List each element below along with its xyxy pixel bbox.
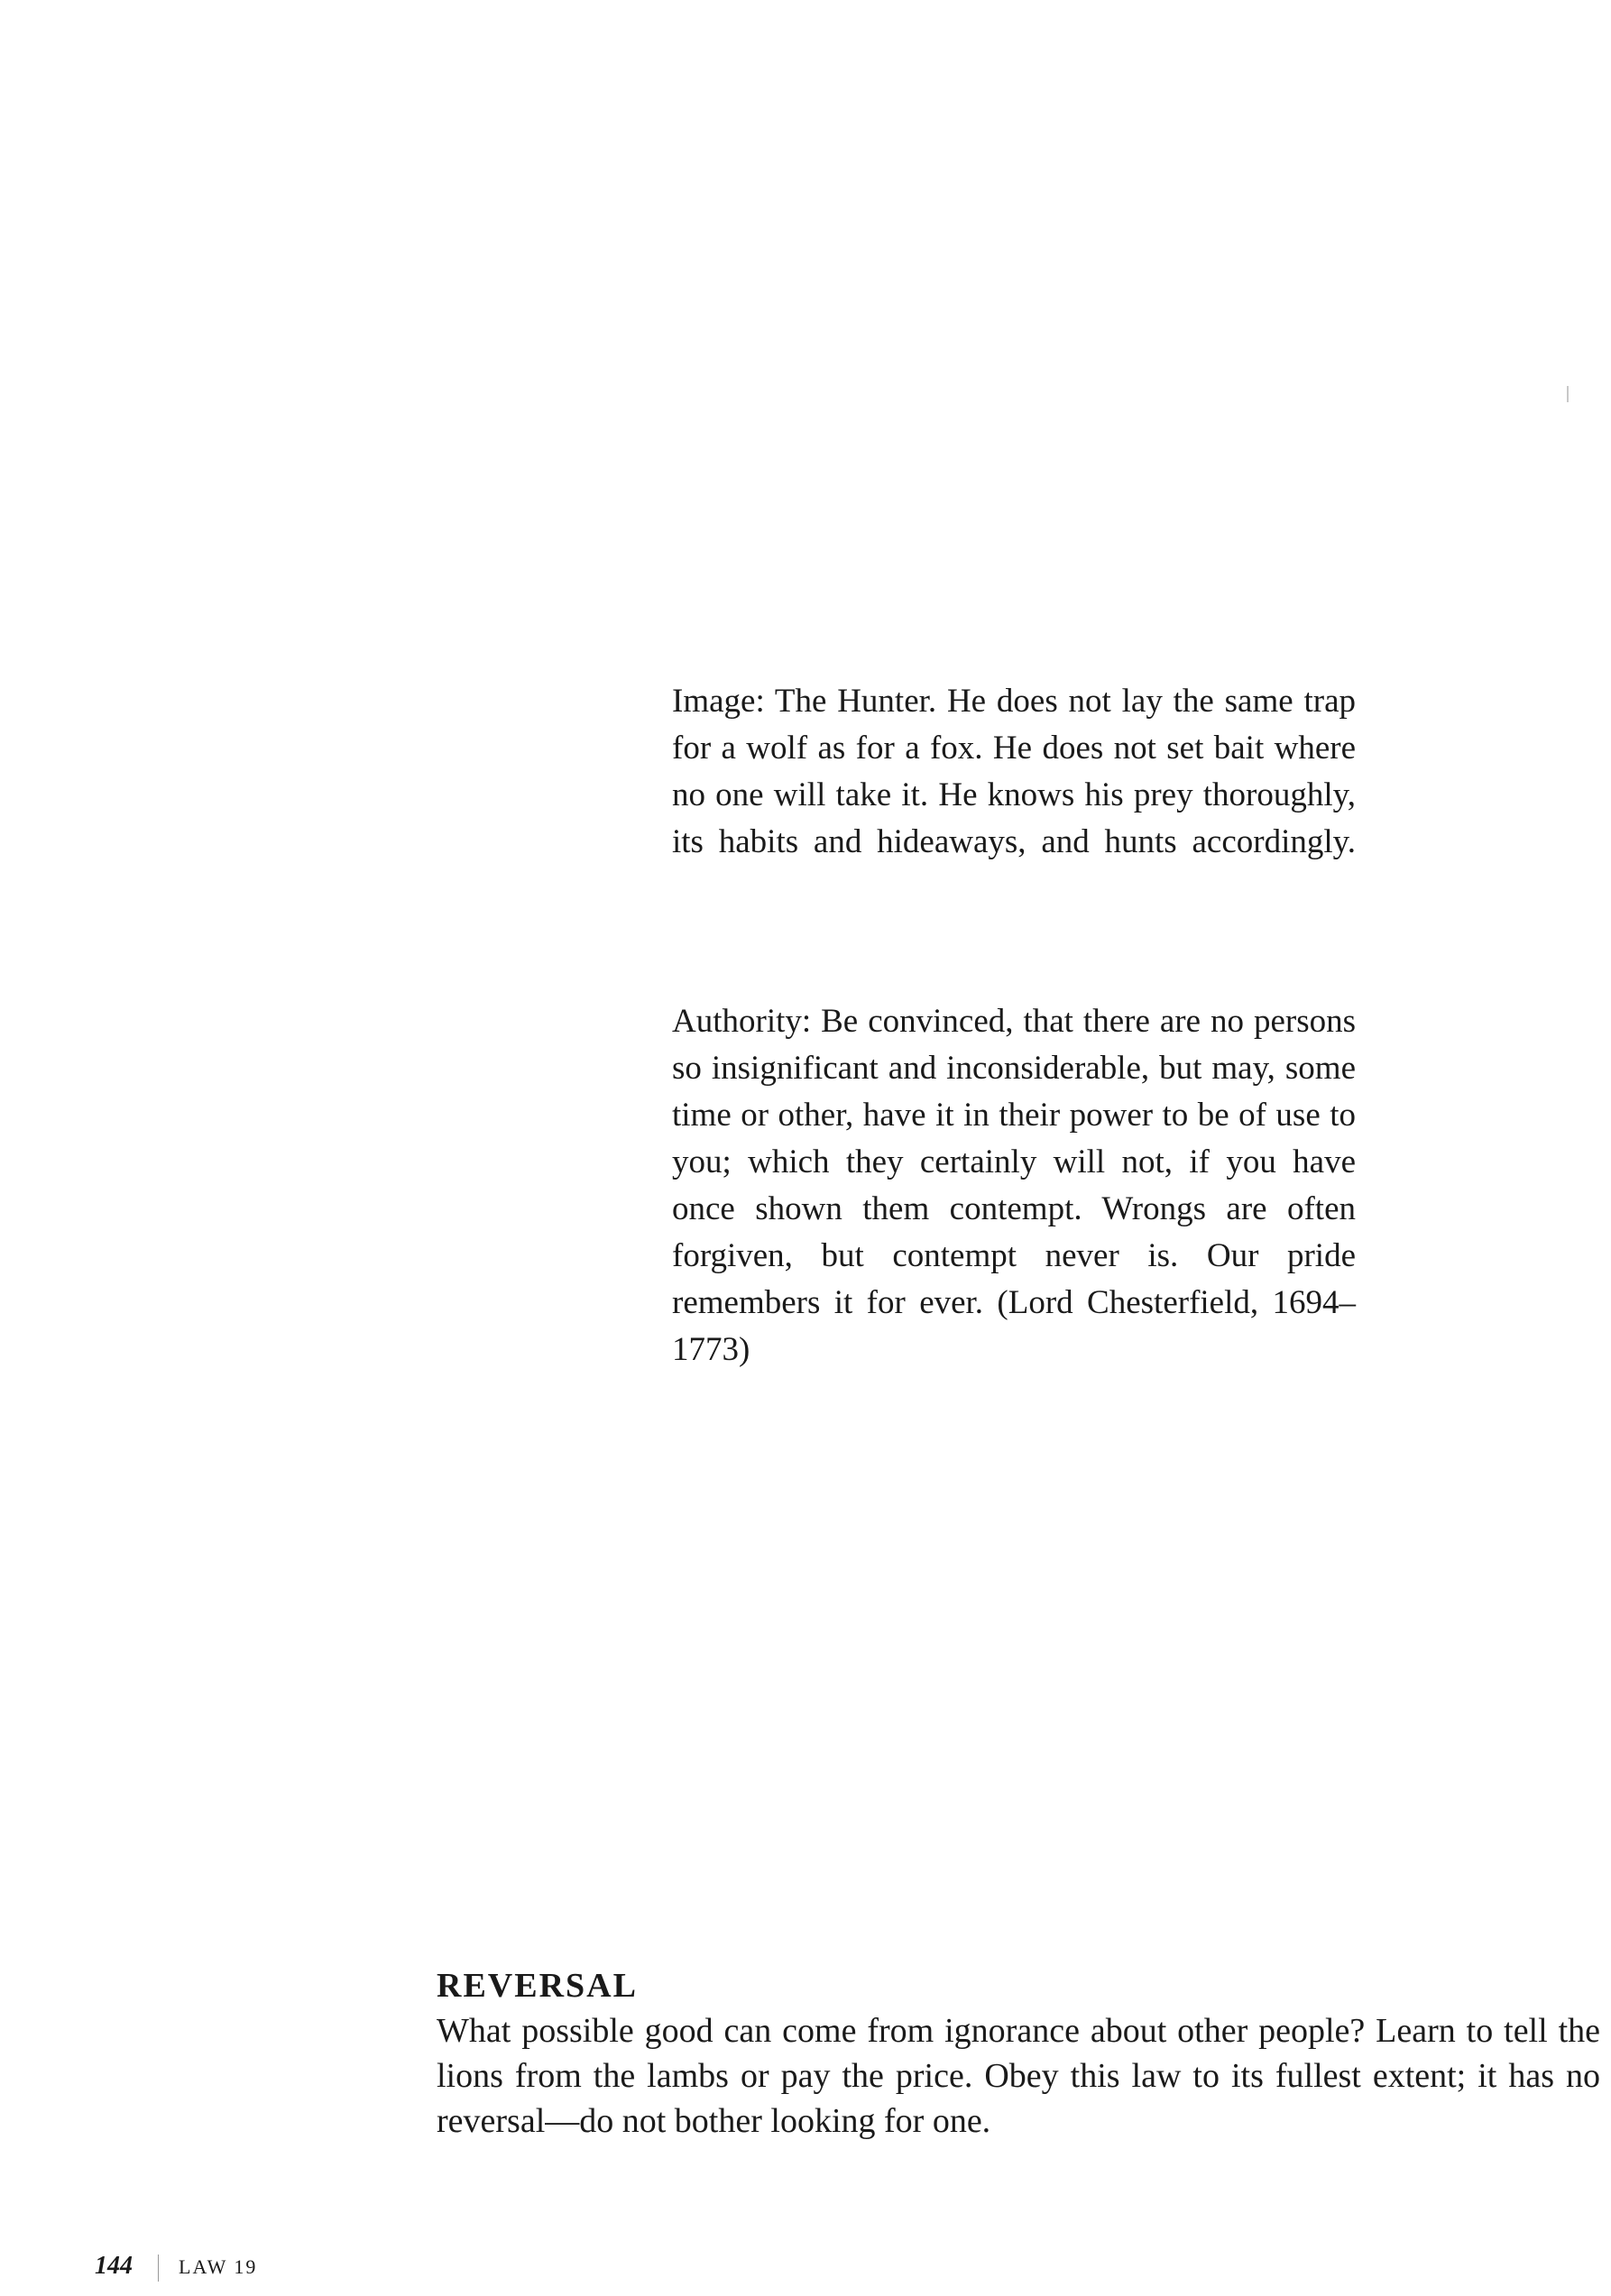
image-sidebar-paragraph: Image: The Hunter. He does not lay the same trap for a wolf as for a fox. He does not set bait where no one will take it. He knows his prey thoroughly, its habits and hideaways, and hunts accordingly. — [672, 683, 1356, 860]
chapter-label: LAW 19 — [179, 2255, 258, 2278]
footer-divider — [158, 2255, 159, 2282]
reversal-body: What possible good can come from ignorance about other people? Learn to tell the lions from the lambs or pay the price. Obey this law to its fullest extent; it has no reversal—do not bother looking for one. — [437, 2012, 1600, 2140]
scan-speck — [1567, 386, 1569, 402]
page-footer — [95, 2253, 257, 2282]
page-number: 144 — [95, 2252, 133, 2280]
reversal-heading: REVERSAL — [437, 1967, 638, 2005]
authority-sidebar-paragraph: Authority: Be convinced, that there are no persons so insignificant and inconsiderable, but may, some time or other, have it in their power to be of use to you; which they certainly will not, if you have once shown them contempt. Wrongs are often forgiven, but contempt never is. Our pride remembers it for ever. (Lord Chesterfield, 1694–1773) — [672, 1003, 1356, 1368]
reversal-section — [437, 1963, 1600, 2144]
